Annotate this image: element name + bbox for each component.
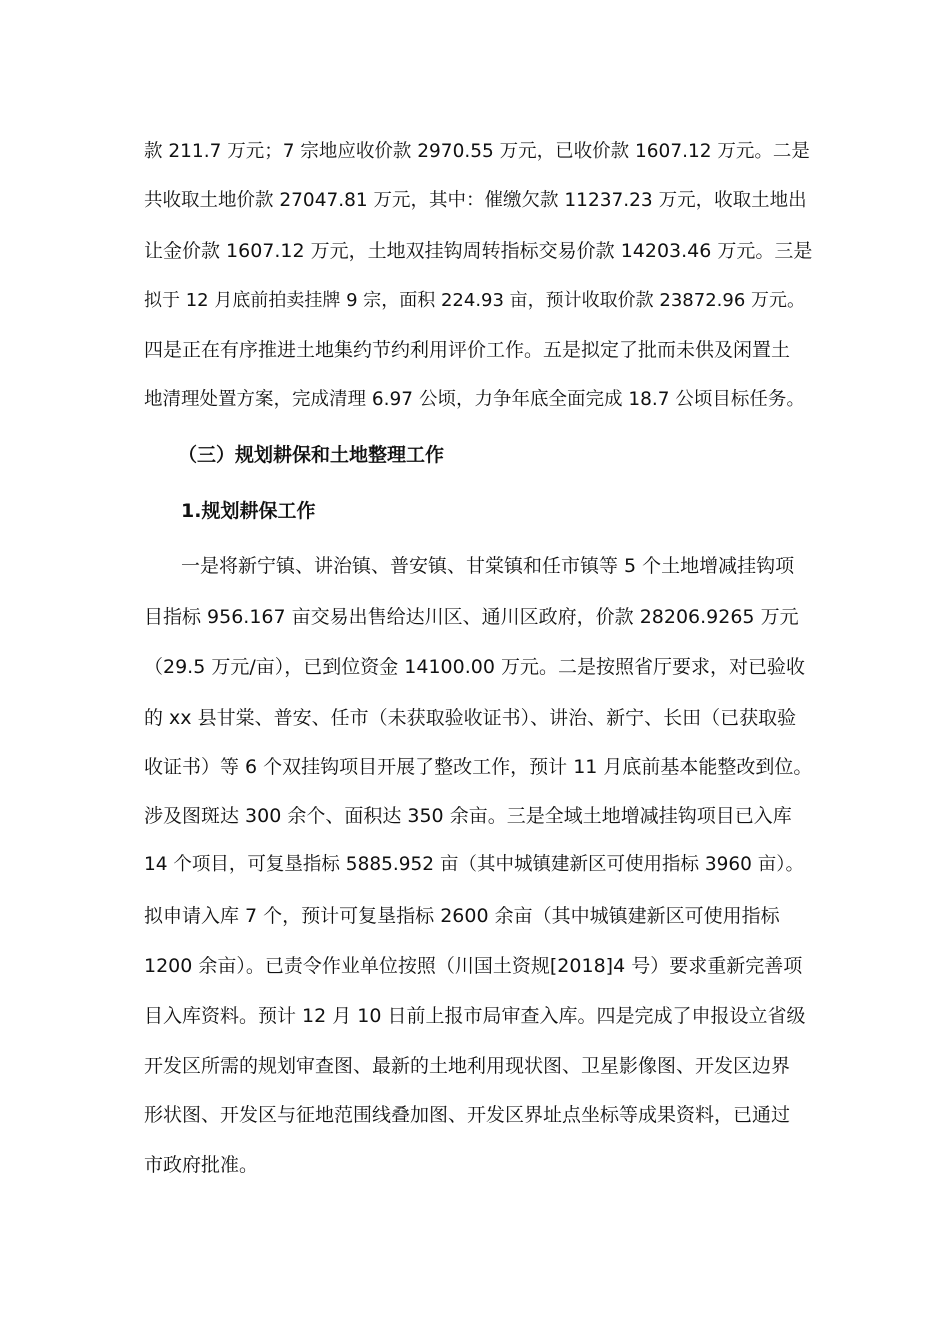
paragraph-line: （29.5 万元/亩），已到位资金 14100.00 万元。二是按照省厅要求，对已验收 bbox=[144, 656, 805, 678]
paragraph-line: 形状图、开发区与征地范围线叠加图、开发区界址点坐标等成果资料，已通过 bbox=[144, 1104, 791, 1126]
paragraph-line: 让金价款 1607.12 万元，土地双挂钩周转指标交易价款 14203.46 万元。三是 bbox=[144, 240, 813, 262]
paragraph-line: 14 个项目，可复垦指标 5885.952 亩（其中城镇建新区可使用指标 3960 亩）。 bbox=[144, 854, 805, 875]
paragraph-line: 的 xx 县甘棠、普安、任市（未获取验收证书）、讲治、新宁、长田（已获取验 bbox=[144, 707, 797, 729]
paragraph-line: 四是正在有序推进土地集约节约利用评价工作。五是拟定了批而未供及闲置土 bbox=[144, 339, 791, 361]
paragraph-line: 目指标 956.167 亩交易出售给达川区、通川区政府，价款 28206.9265 万元 bbox=[144, 606, 799, 628]
paragraph-line: 目入库资料。预计 12 月 10 日前上报市局审查入库。四是完成了申报设立省级 bbox=[144, 1005, 806, 1027]
paragraph-line: 拟申请入库 7 个，预计可复垦指标 2600 余亩（其中城镇建新区可使用指标 bbox=[144, 905, 780, 927]
paragraph-line: 收证书）等 6 个双挂钩项目开展了整改工作，预计 11 月底前基本能整改到位。 bbox=[144, 756, 813, 778]
paragraph-line: 拟于 12 月底前拍卖挂牌 9 宗，面积 224.93 亩，预计收取价款 23872.96 万元。 bbox=[144, 290, 805, 311]
section-heading: （三）规划耕保和土地整理工作 bbox=[178, 444, 445, 466]
paragraph-line: 款 211.7 万元；7 宗地应收价款 2970.55 万元，已收价款 1607.12 万元。二是 bbox=[144, 141, 810, 162]
paragraph-line: 涉及图斑达 300 余个、面积达 350 余亩。三是全域土地增减挂钩项目已入库 bbox=[144, 805, 792, 827]
paragraph-line: 1200 余亩）。已责令作业单位按照（川国土资规[2018]4 号）要求重新完善项 bbox=[144, 955, 803, 977]
subsection-heading: 1.规划耕保工作 bbox=[181, 500, 316, 522]
paragraph-line: 共收取土地价款 27047.81 万元，其中：催缴欠款 11237.23 万元，收取土地出 bbox=[144, 190, 807, 211]
paragraph-line: 地清理处置方案，完成清理 6.97 公顷，力争年底全面完成 18.7 公顷目标任务。 bbox=[144, 389, 805, 410]
paragraph-line: 市政府批准。 bbox=[144, 1154, 259, 1176]
paragraph-line: 一是将新宁镇、讲治镇、普安镇、甘棠镇和任市镇等 5 个土地增减挂钩项 bbox=[181, 555, 795, 577]
paragraph-line: 开发区所需的规划审查图、最新的土地利用现状图、卫星影像图、开发区边界 bbox=[144, 1055, 791, 1077]
